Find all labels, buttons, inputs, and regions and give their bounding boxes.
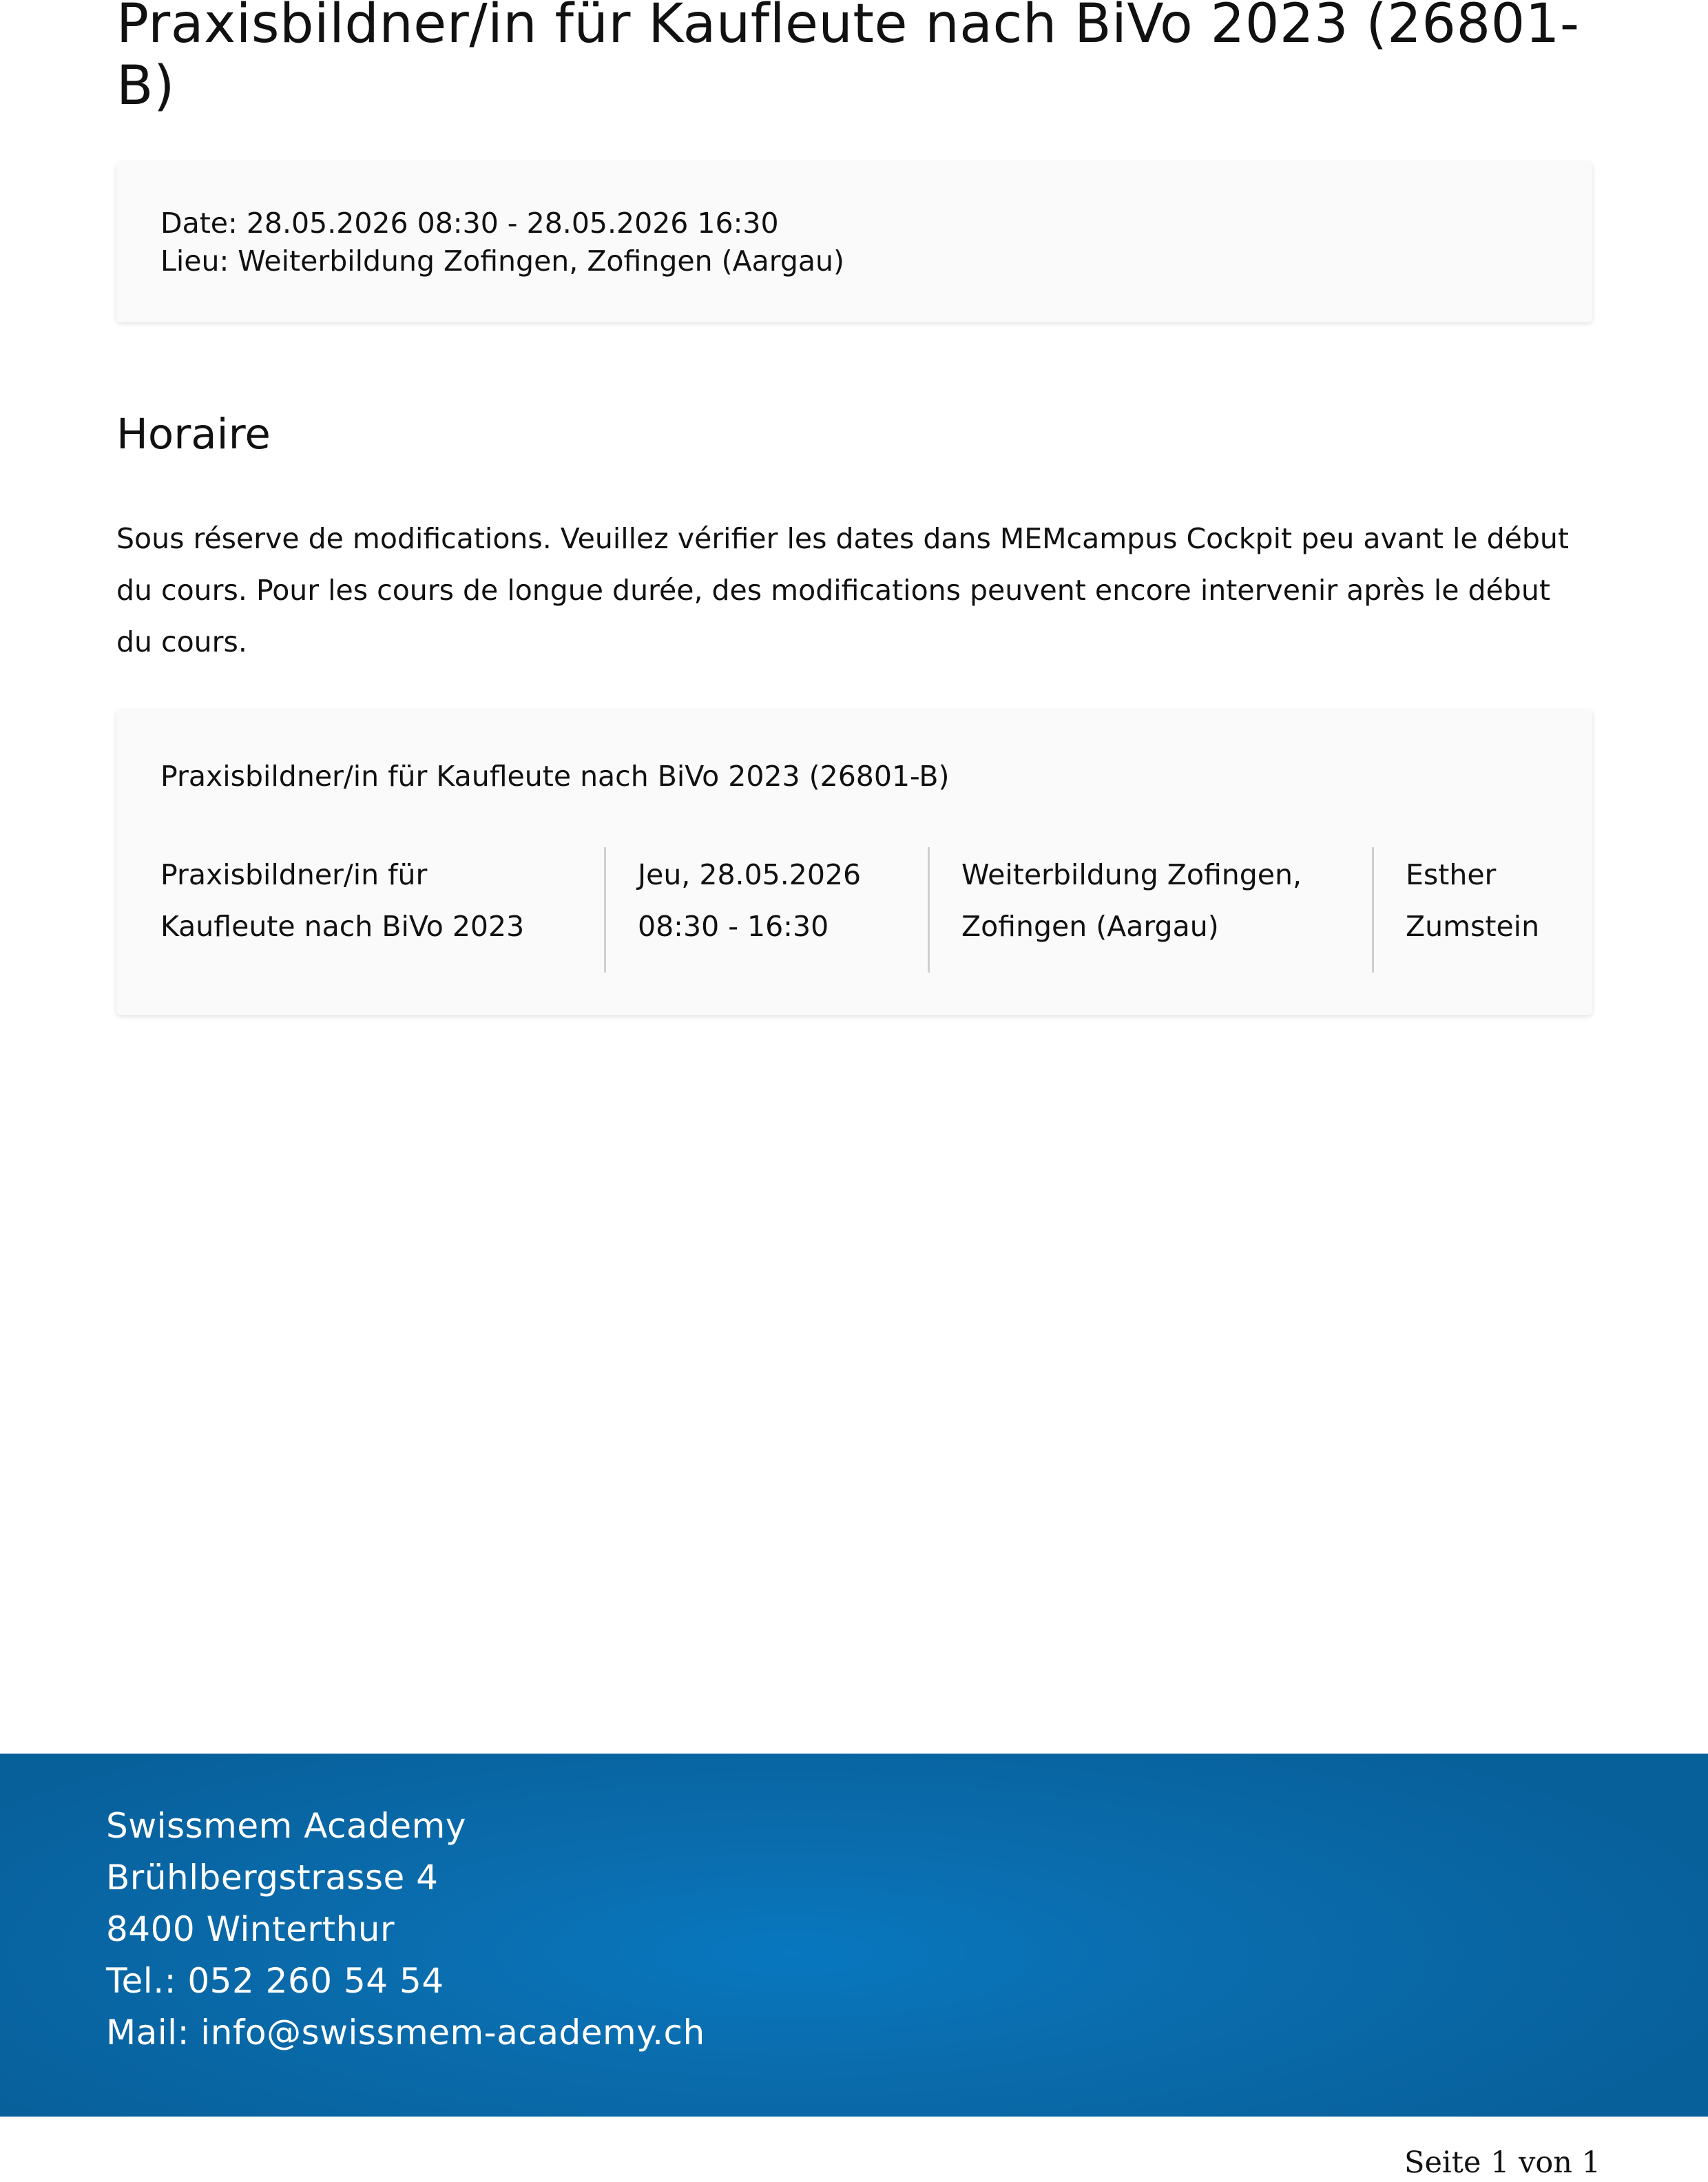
page-title: Praxisbildner/in für Kaufleute nach BiVo 2023 (26801-B) <box>116 0 1580 117</box>
schedule-instructor-cell <box>1372 847 1551 973</box>
footer-city: 8400 Winterthur <box>106 1909 395 1949</box>
schedule-location-cell <box>928 847 1341 973</box>
footer-phone: Tel.: 052 260 54 54 <box>106 1961 444 2001</box>
footer-mail: Mail: info@swissmem-academy.ch <box>106 2013 705 2053</box>
schedule-date: Jeu, 28.05.2026 <box>638 858 862 891</box>
schedule-location-line: Zofingen (Aargau) <box>961 910 1219 943</box>
page-number: Seite 1 von 1 <box>1404 2145 1601 2180</box>
schedule-course-line: Praxisbildner/in für <box>160 858 428 891</box>
footer-organization: Swissmem Academy <box>106 1806 466 1846</box>
schedule-card <box>116 709 1592 1015</box>
schedule-row <box>116 847 1592 973</box>
schedule-course-line: Kaufleute nach BiVo 2023 <box>160 910 525 943</box>
course-date: Date: 28.05.2026 08:30 - 28.05.2026 16:30 <box>160 207 779 240</box>
schedule-card-title: Praxisbildner/in für Kaufleute nach BiVo 2023 (26801-B) <box>160 760 950 793</box>
schedule-instructor-line: Esther <box>1406 858 1497 891</box>
schedule-heading: Horaire <box>116 410 271 459</box>
schedule-course-cell <box>160 847 587 973</box>
footer-address <box>106 1800 705 2059</box>
schedule-time: 08:30 - 16:30 <box>638 910 829 943</box>
schedule-instructor-line: Zumstein <box>1406 910 1540 943</box>
footer-street: Brühlbergstrasse 4 <box>106 1858 439 1898</box>
course-location: Lieu: Weiterbildung Zofingen, Zofingen (Aargau) <box>160 245 845 278</box>
schedule-note: Sous réserve de modifications. Veuillez vérifier les dates dans MEMcampus Cockpit peu avant le début du cours. Pour les cours de longue durée, des modifications peuvent encore intervenir après le début du cours. <box>116 522 1569 658</box>
course-info-card <box>116 162 1592 322</box>
footer-band <box>0 1754 1708 2117</box>
schedule-datetime-cell <box>604 847 886 973</box>
schedule-location-line: Weiterbildung Zofingen, <box>961 858 1302 891</box>
